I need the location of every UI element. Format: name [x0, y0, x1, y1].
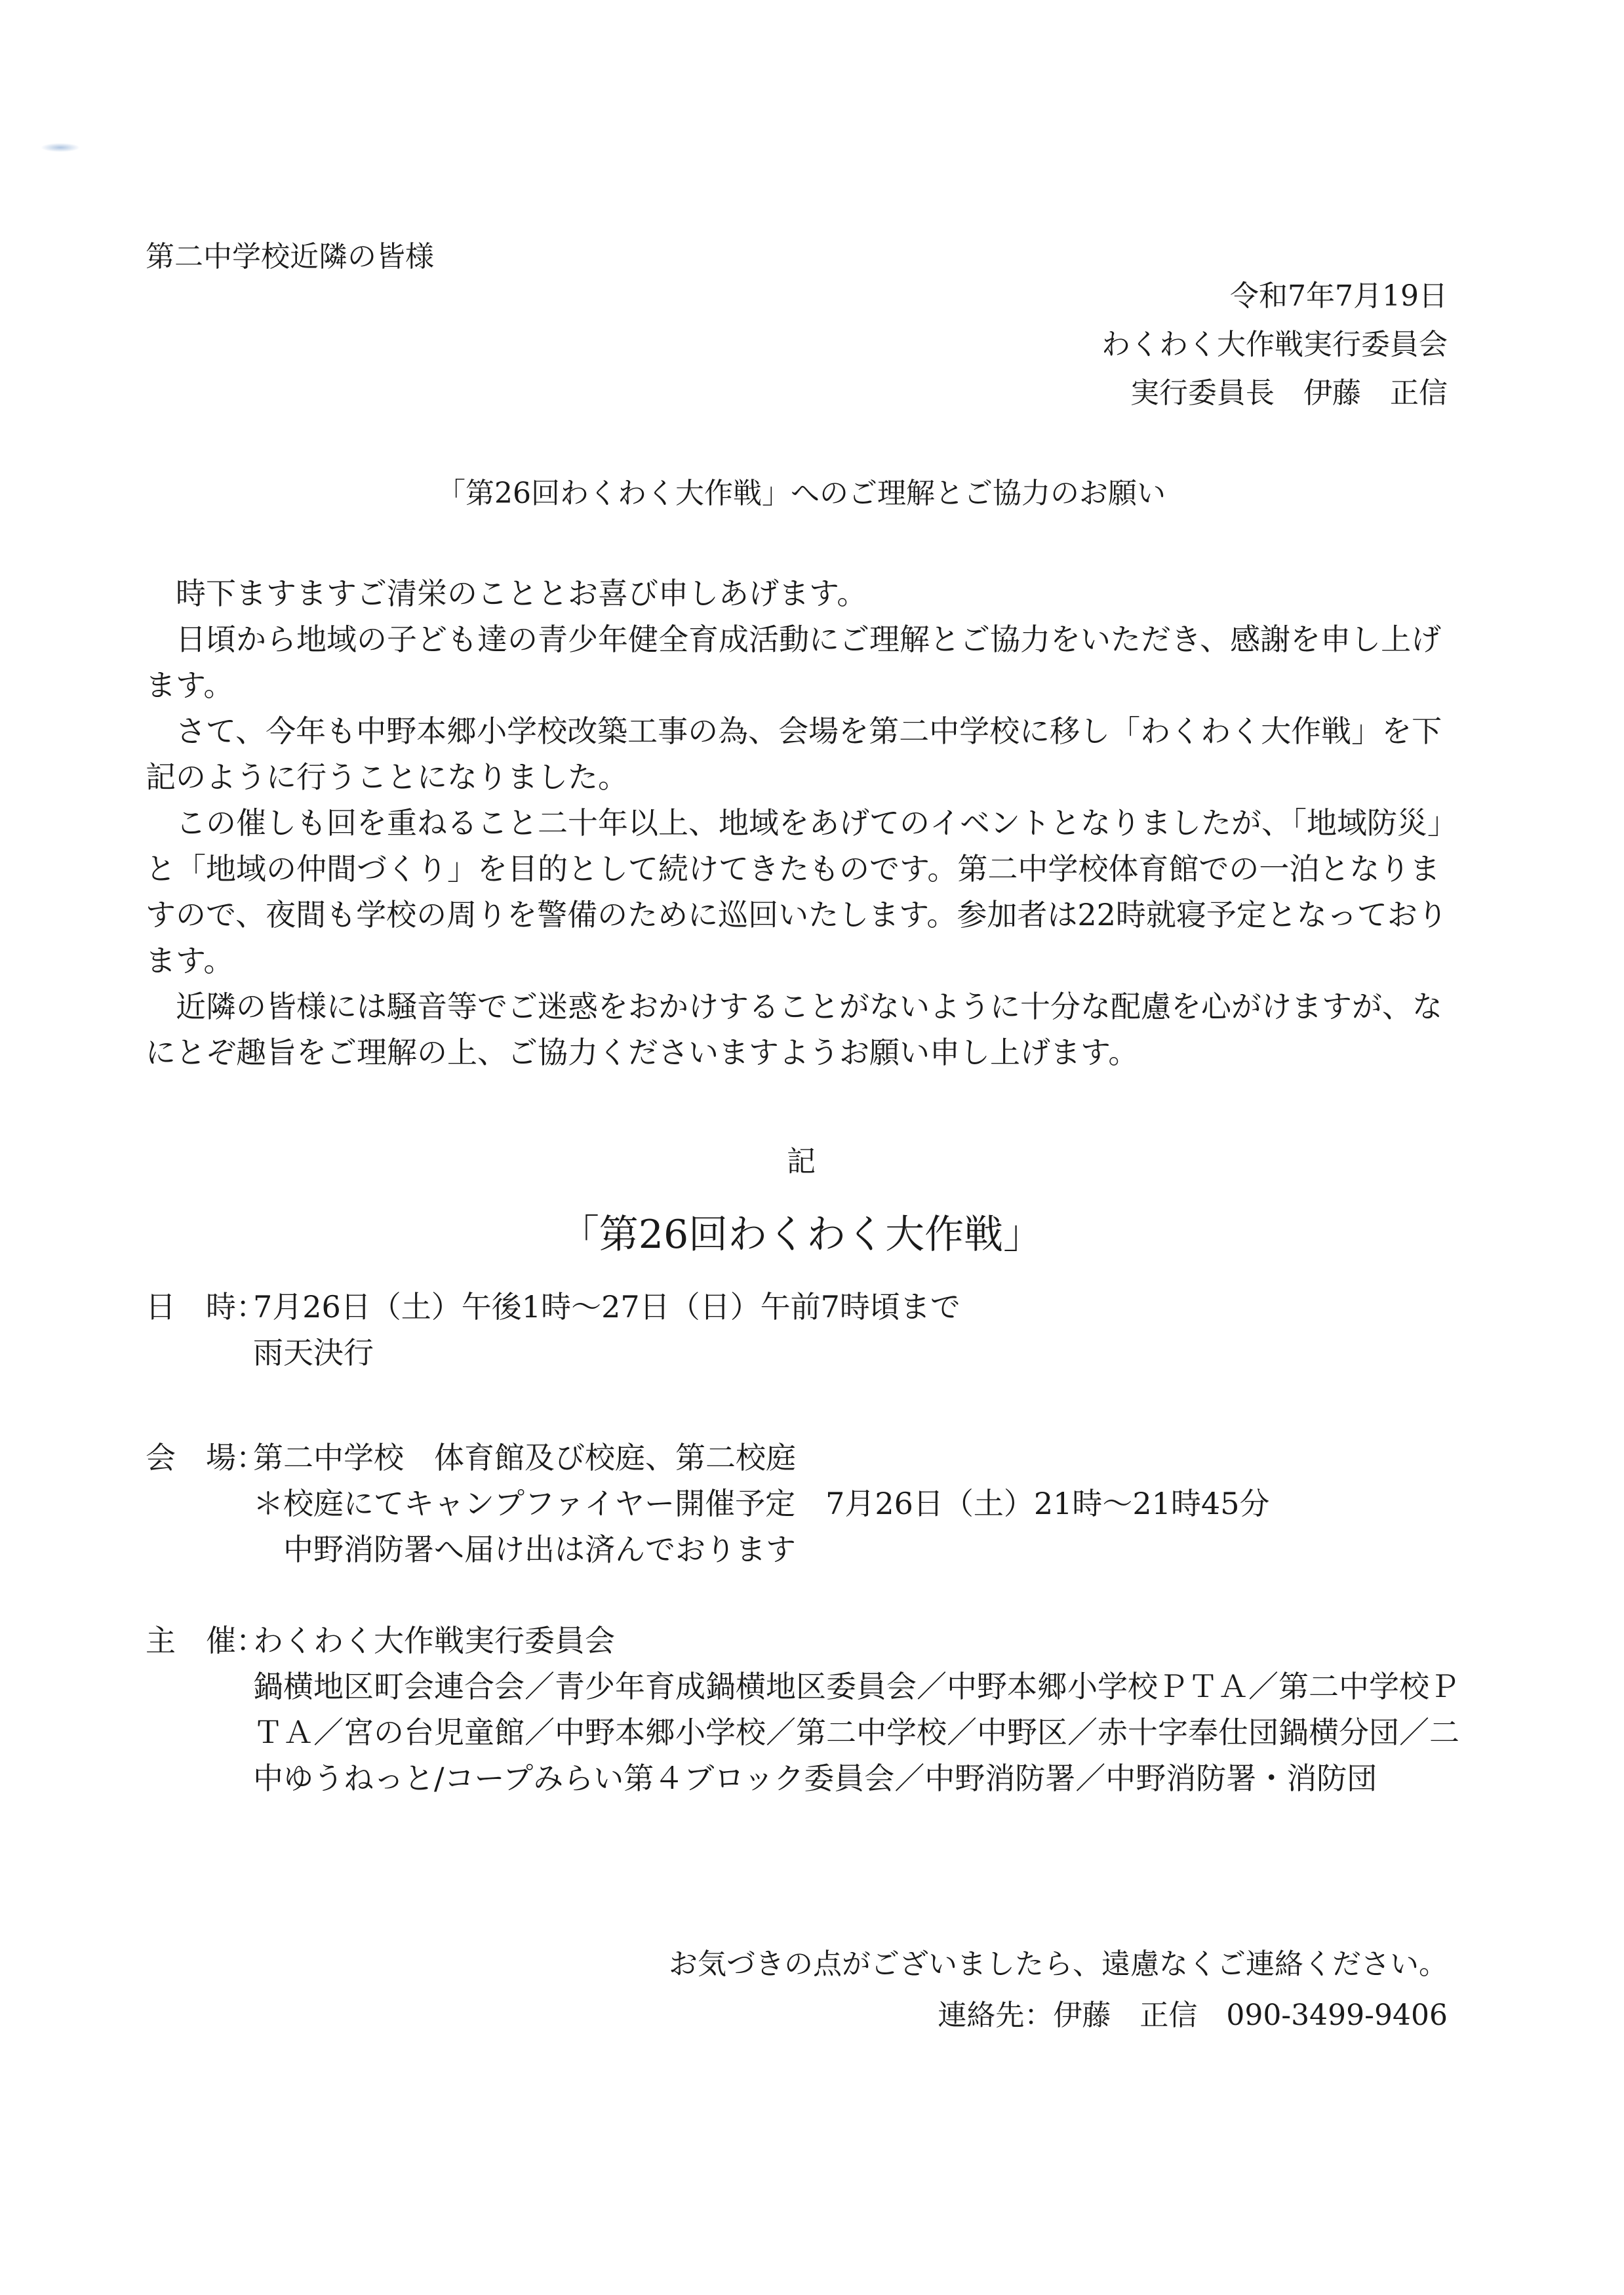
addressee: 第二中学校近隣の皆様 — [146, 240, 434, 273]
host-line: 鍋横地区町会連合会／青少年育成鍋横地区委員会／中野本郷小学校ＰＴＡ／第二中学校ＰＴＡ／宮の台児童館／中野本郷小学校／第二中学校／中野区／赤十字奉仕団鍋横分団／二中ゆうねっと/コープみらい第４ブロック委員会／中野消防署／中野消防署・消防団 — [253, 1669, 1459, 1796]
host-value — [253, 1618, 1459, 1801]
body-paragraph: さて、今年も中野本郷小学校改築工事の為、会場を第二中学校に移し「わくわく大作戦」を下記のように行うことになりました。 — [146, 713, 1442, 795]
datetime-value — [253, 1284, 1459, 1376]
body-text — [146, 570, 1457, 1075]
contact-info: 連絡先：伊藤 正信 090-3499-9406 — [938, 1999, 1448, 2032]
scan-speck — [41, 143, 80, 152]
subject: 「第26回わくわく大作戦」へのご理解とご協力のお願い — [437, 477, 1166, 510]
body-paragraph: 近隣の皆様には騒音等でご迷惑をおかけすることがないように十分な配慮を心がけますが、なにとぞ趣旨をご理解の上、ご協力くださいますようお願い申し上げます。 — [146, 989, 1442, 1070]
venue-line: 第二中学校 体育館及び校庭、第二校庭 — [253, 1440, 796, 1475]
venue-value — [253, 1435, 1459, 1572]
event-title: 「第26回わくわく大作戦」 — [559, 1212, 1043, 1258]
body-paragraph: この催しも回を重ねること二十年以上、地域をあげてのイベントとなりましたが、「地域防災」と「地域の仲間づくり」を目的として続けてきたものです。第二中学校体育館での一泊となりますので、夜間も学校の周りを警備のために巡回いたします。参加者は22時就寝予定となっております。 — [146, 805, 1448, 978]
venue-line: ＊校庭にてキャンプファイヤー開催予定 7月26日（土）21時～21時45分 — [253, 1486, 1270, 1521]
sender-org: わくわく大作戦実行委員会 — [1101, 328, 1448, 361]
body-paragraph: 時下ますますご清栄のこととお喜び申しあげます。 — [176, 576, 867, 611]
venue-line: 中野消防署へ届け出は済んでおります — [253, 1532, 796, 1567]
ki-heading: 記 — [787, 1145, 816, 1178]
datetime-line: 雨天決行 — [253, 1335, 374, 1370]
host-line: わくわく大作戦実行委員会 — [253, 1623, 615, 1658]
body-paragraph: 日頃から地域の子ども達の青少年健全育成活動にご理解とご協力をいただき、感謝を申し上げます。 — [146, 622, 1442, 703]
sender-name: 実行委員長 伊藤 正信 — [1130, 376, 1448, 410]
venue-label: 会 場： — [146, 1440, 266, 1475]
datetime-label: 日 時： — [146, 1289, 266, 1325]
date: 令和7年7月19日 — [1230, 279, 1448, 313]
datetime-line: 7月26日（土）午後1時～27日（日）午前7時頃まで — [253, 1289, 961, 1325]
host-label: 主 催： — [146, 1623, 266, 1658]
closing-note: お気づきの点がございましたら、遠慮なくご連絡ください。 — [669, 1947, 1448, 1981]
